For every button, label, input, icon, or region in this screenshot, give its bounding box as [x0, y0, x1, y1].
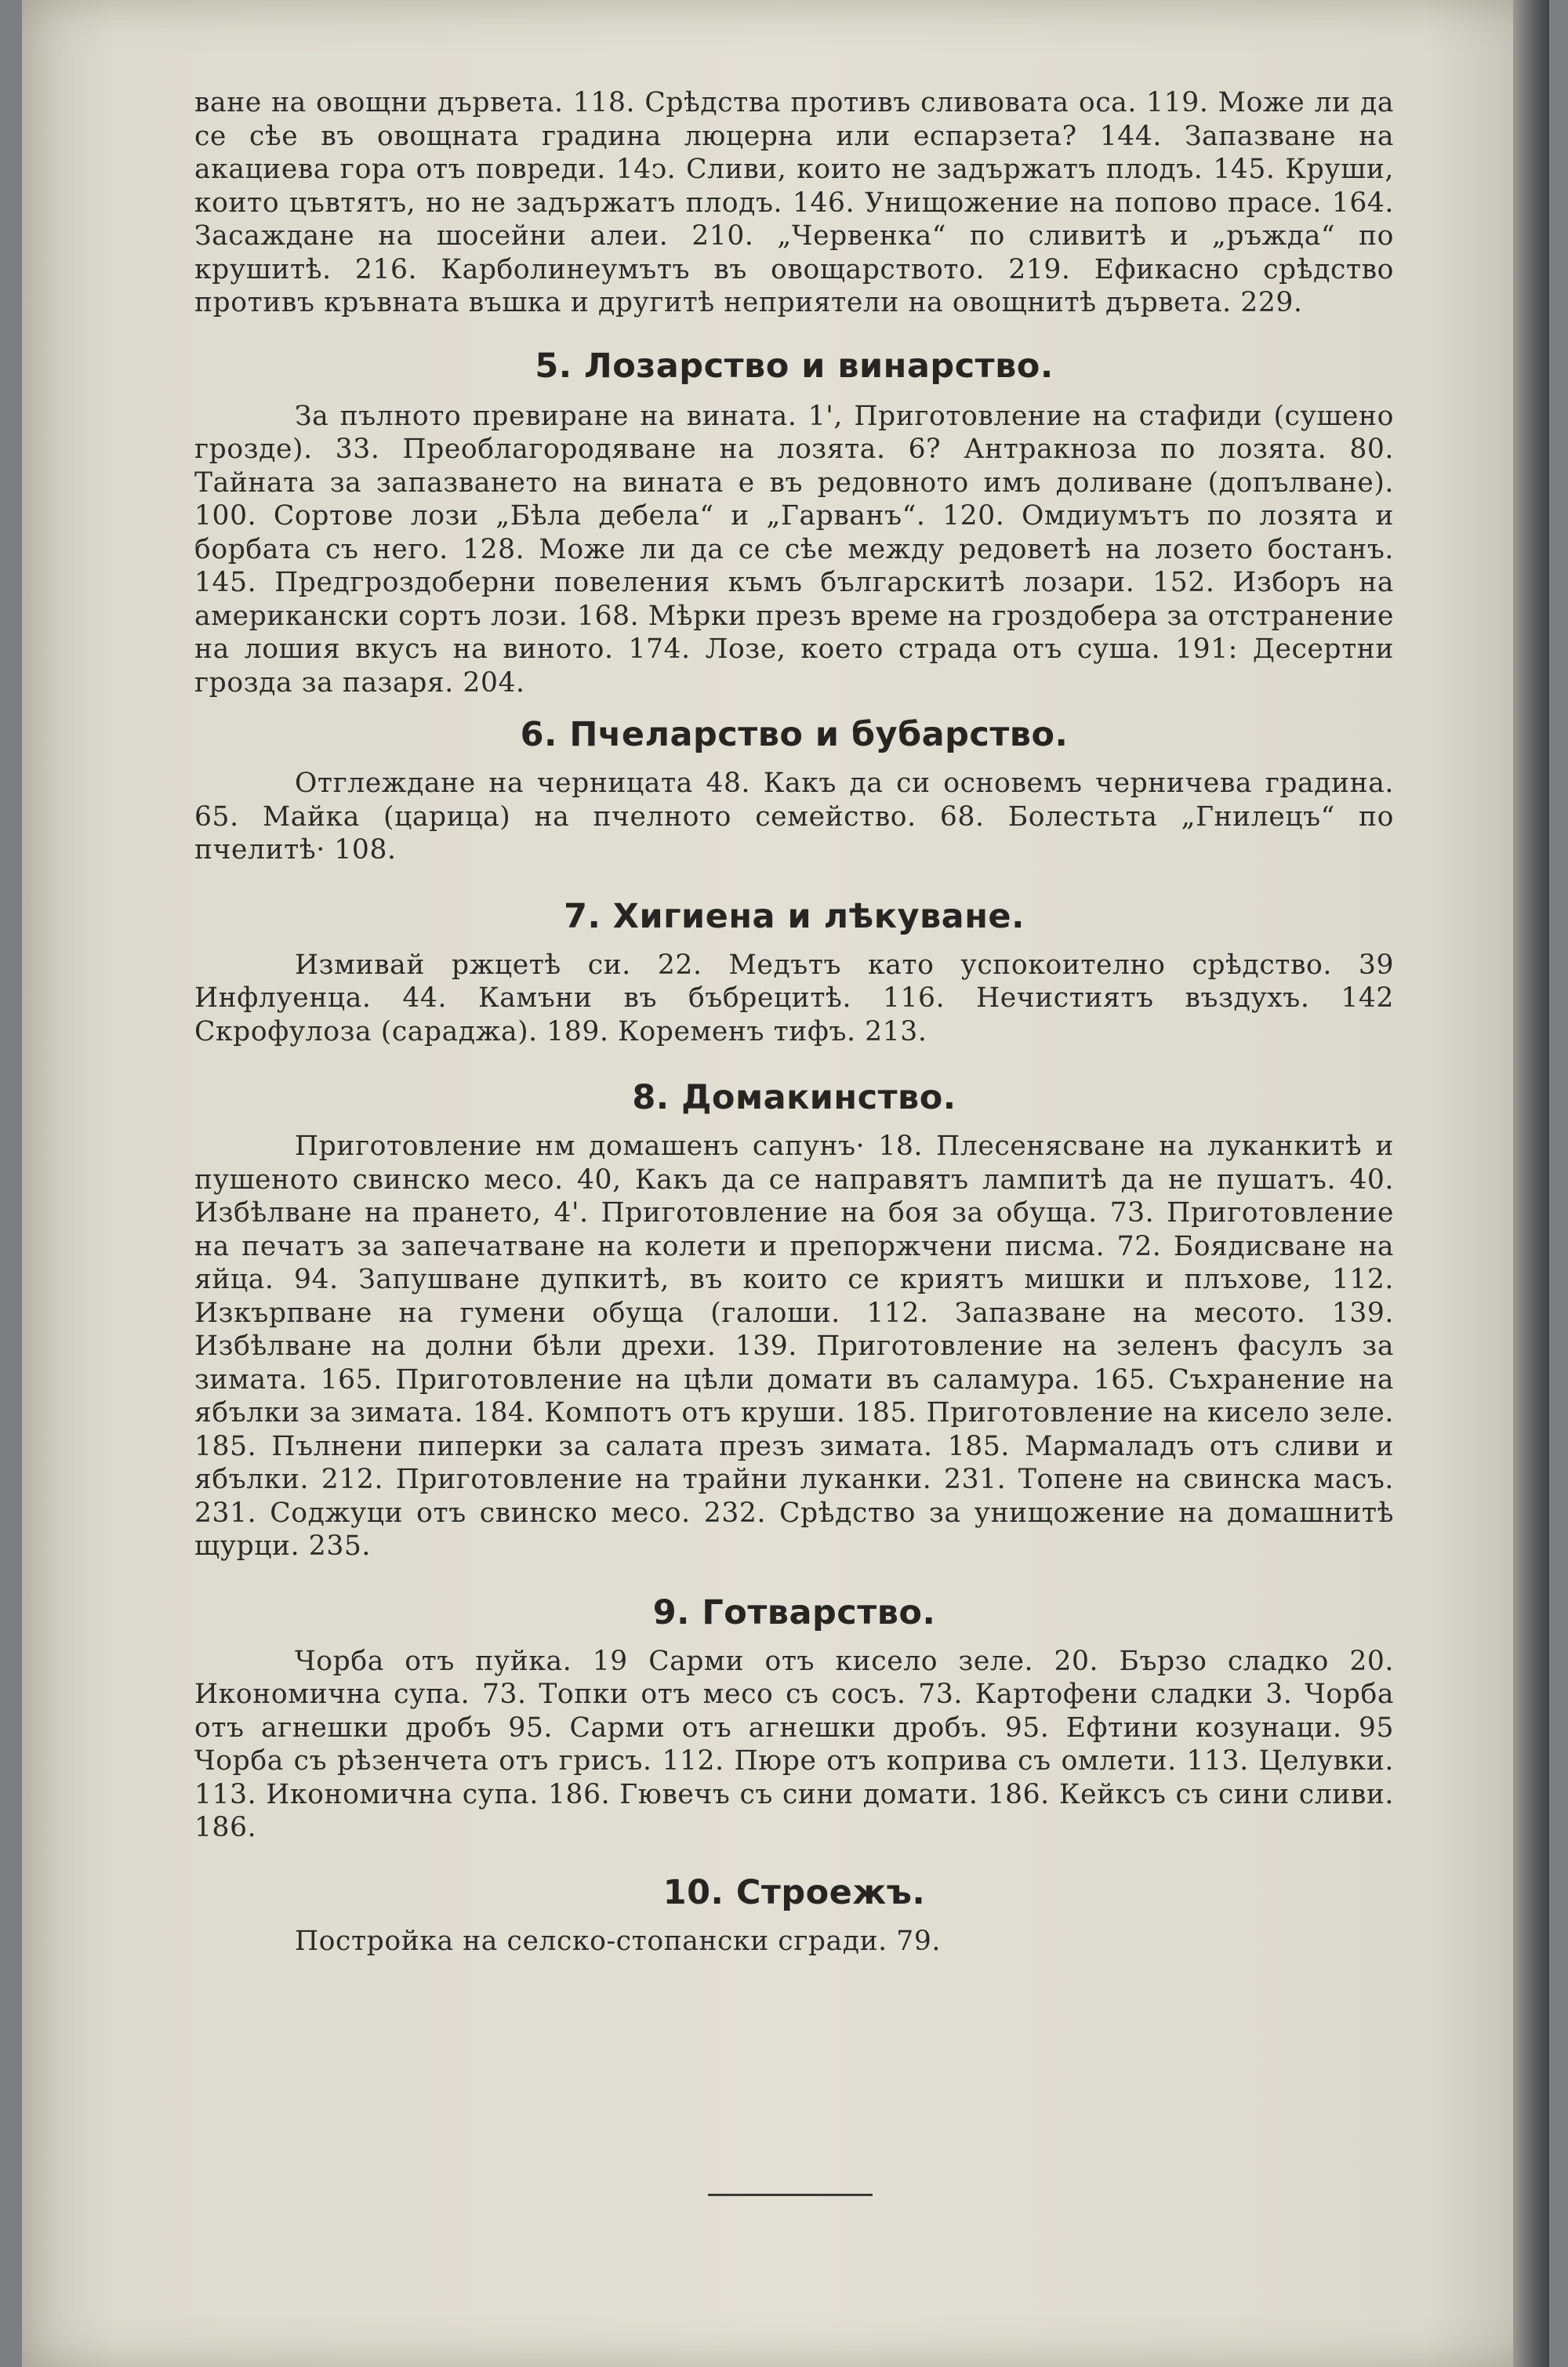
end-divider-rule [708, 2194, 873, 2196]
section-heading-hygiene: 7. Хигиена и лѣкуване. [564, 896, 1025, 936]
section-text-construction: Постройка на селско-стопански сгради. 79. [295, 1925, 941, 1957]
section-text-cooking: Чорба отъ пуйка. 19 Сарми отъ кисело зеле. 20. Бързо сладко 20. Икономична супа. 73. Топки отъ месо съ сосъ. 73. Картофени сладки 3. Чорба отъ агнешки дробъ 95. Сарми отъ агнешки дробъ. 95. Ефтини козунаци. 95 Чорба съ рѣзенчета отъ грисъ. 112. Пюре отъ коприва съ омлети. 113. Целувки. 113. Икономична супа. 186. Гювечъ съ сини домати. 186. Кейксъ съ сини сливи. 186. [194, 1645, 1394, 1843]
section-text-hygiene: Измивай ржцетѣ си. 22. Медътъ като успокоително срѣдство. 39 Инфлуенца. 44. Камъни въ бъбрецитѣ. 116. Нечистиятъ въздухъ. 142 Скрофулоза (сараджа). 189. Коременъ тифъ. 213. [194, 949, 1394, 1047]
book-spine-edge [1513, 0, 1549, 2367]
section-heading-cooking: 9. Готварство. [652, 1592, 936, 1632]
book-page [22, 0, 1549, 2367]
section-heading-construction: 10. Строежъ. [662, 1872, 926, 1912]
continued-entries-paragraph: ване на овощни дървета. 118. Срѣдства противъ сливовата оса. 119. Може ли да се сѣе въ овощната градина люцерна или еспарзета? 144. Запазване на акациева гора отъ повреди. 14ↄ. Сливи, които не задържатъ плодъ. 145. Круши, които цъвтятъ, но не задържатъ плодъ. 146. Унищожение на попово прасе. 164. Засаждане на шосейни алеи. 210. „Червенка“ по сливитѣ и „ръжда“ по крушитѣ. 216. Карболинеумътъ въ овощарството. 219. Ефикасно срѣдство противъ кръвната въшка и другитѣ неприятели на овощнитѣ дървета. 229. [194, 87, 1394, 318]
section-heading-viticulture: 5. Лозарство и винарство. [535, 346, 1054, 386]
section-text-viticulture: За пълното превиране на вината. 1', Приготовление на стафиди (сушено грозде). 33. Преоблагородяване на лозята. 6? Антракноза по лозята. 80. Тайната за запазването на вината е въ редовното имъ доливане (допълване). 100. Сортове лози „Бѣла дебела“ и „Гарванъ“. 120. Омдиумътъ по лозята и борбата съ него. 128. Може ли да се сѣе между редоветѣ на лозето бостанъ. 145. Предгроздоберни повеления къмъ българскитѣ лозари. 152. Изборъ на американски сортъ лози. 168. Мѣрки презъ време на гроздобера за отстранение на лошия вкусъ на виното. 174. Лозе, което страда отъ суша. 191: Десертни грозда за пазаря. 204. [194, 400, 1394, 699]
section-text-housekeeping: Приготовление нм домашенъ сапунъ· 18. Плесенясване на луканкитѣ и пушеното свинско месо. 40, Какъ да се направятъ лампитѣ да не пушатъ. 40. Избѣлване на прането, 4'. Приготовление на боя за обуща. 73. Приготовление на печатъ за запечатване на колети и препоржчени писма. 72. Боядисване на яйца. 94. Запушване дупкитѣ, въ които се криятъ мишки и плъхове, 112. Изкърпване на гумени обуща (галоши. 112. Запазване на месото. 139. Избѣлване на долни бѣли дрехи. 139. Приготовление на зеленъ фасулъ за зимата. 165. Приготовление на цѣли домати въ саламура. 165. Съхранение на ябълки за зимата. 184. Компотъ отъ круши. 185. Приготовление на кисело зеле. 185. Пълнени пиперки за салата презъ зимата. 185. Мармаладъ отъ сливи и ябълки. 212. Приготовление на трайни луканки. 231. Топене на свинска масъ. 231. Соджуци отъ свинско месо. 232. Срѣдство за унищожение на домашнитѣ щурци. 235. [194, 1131, 1394, 1562]
section-heading-housekeeping: 8. Домакинство. [632, 1078, 956, 1117]
section-text-beekeeping: Отглеждане на черницата 48. Какъ да си основемъ черничева градина. 65. Майка (царица) на пчелното семейство. 68. Болестьта „Гнилецъ“ по пчелитѣ· 108. [194, 768, 1394, 866]
index-content [194, 86, 1394, 1958]
section-heading-beekeeping: 6. Пчеларство и бубарство. [520, 715, 1069, 754]
